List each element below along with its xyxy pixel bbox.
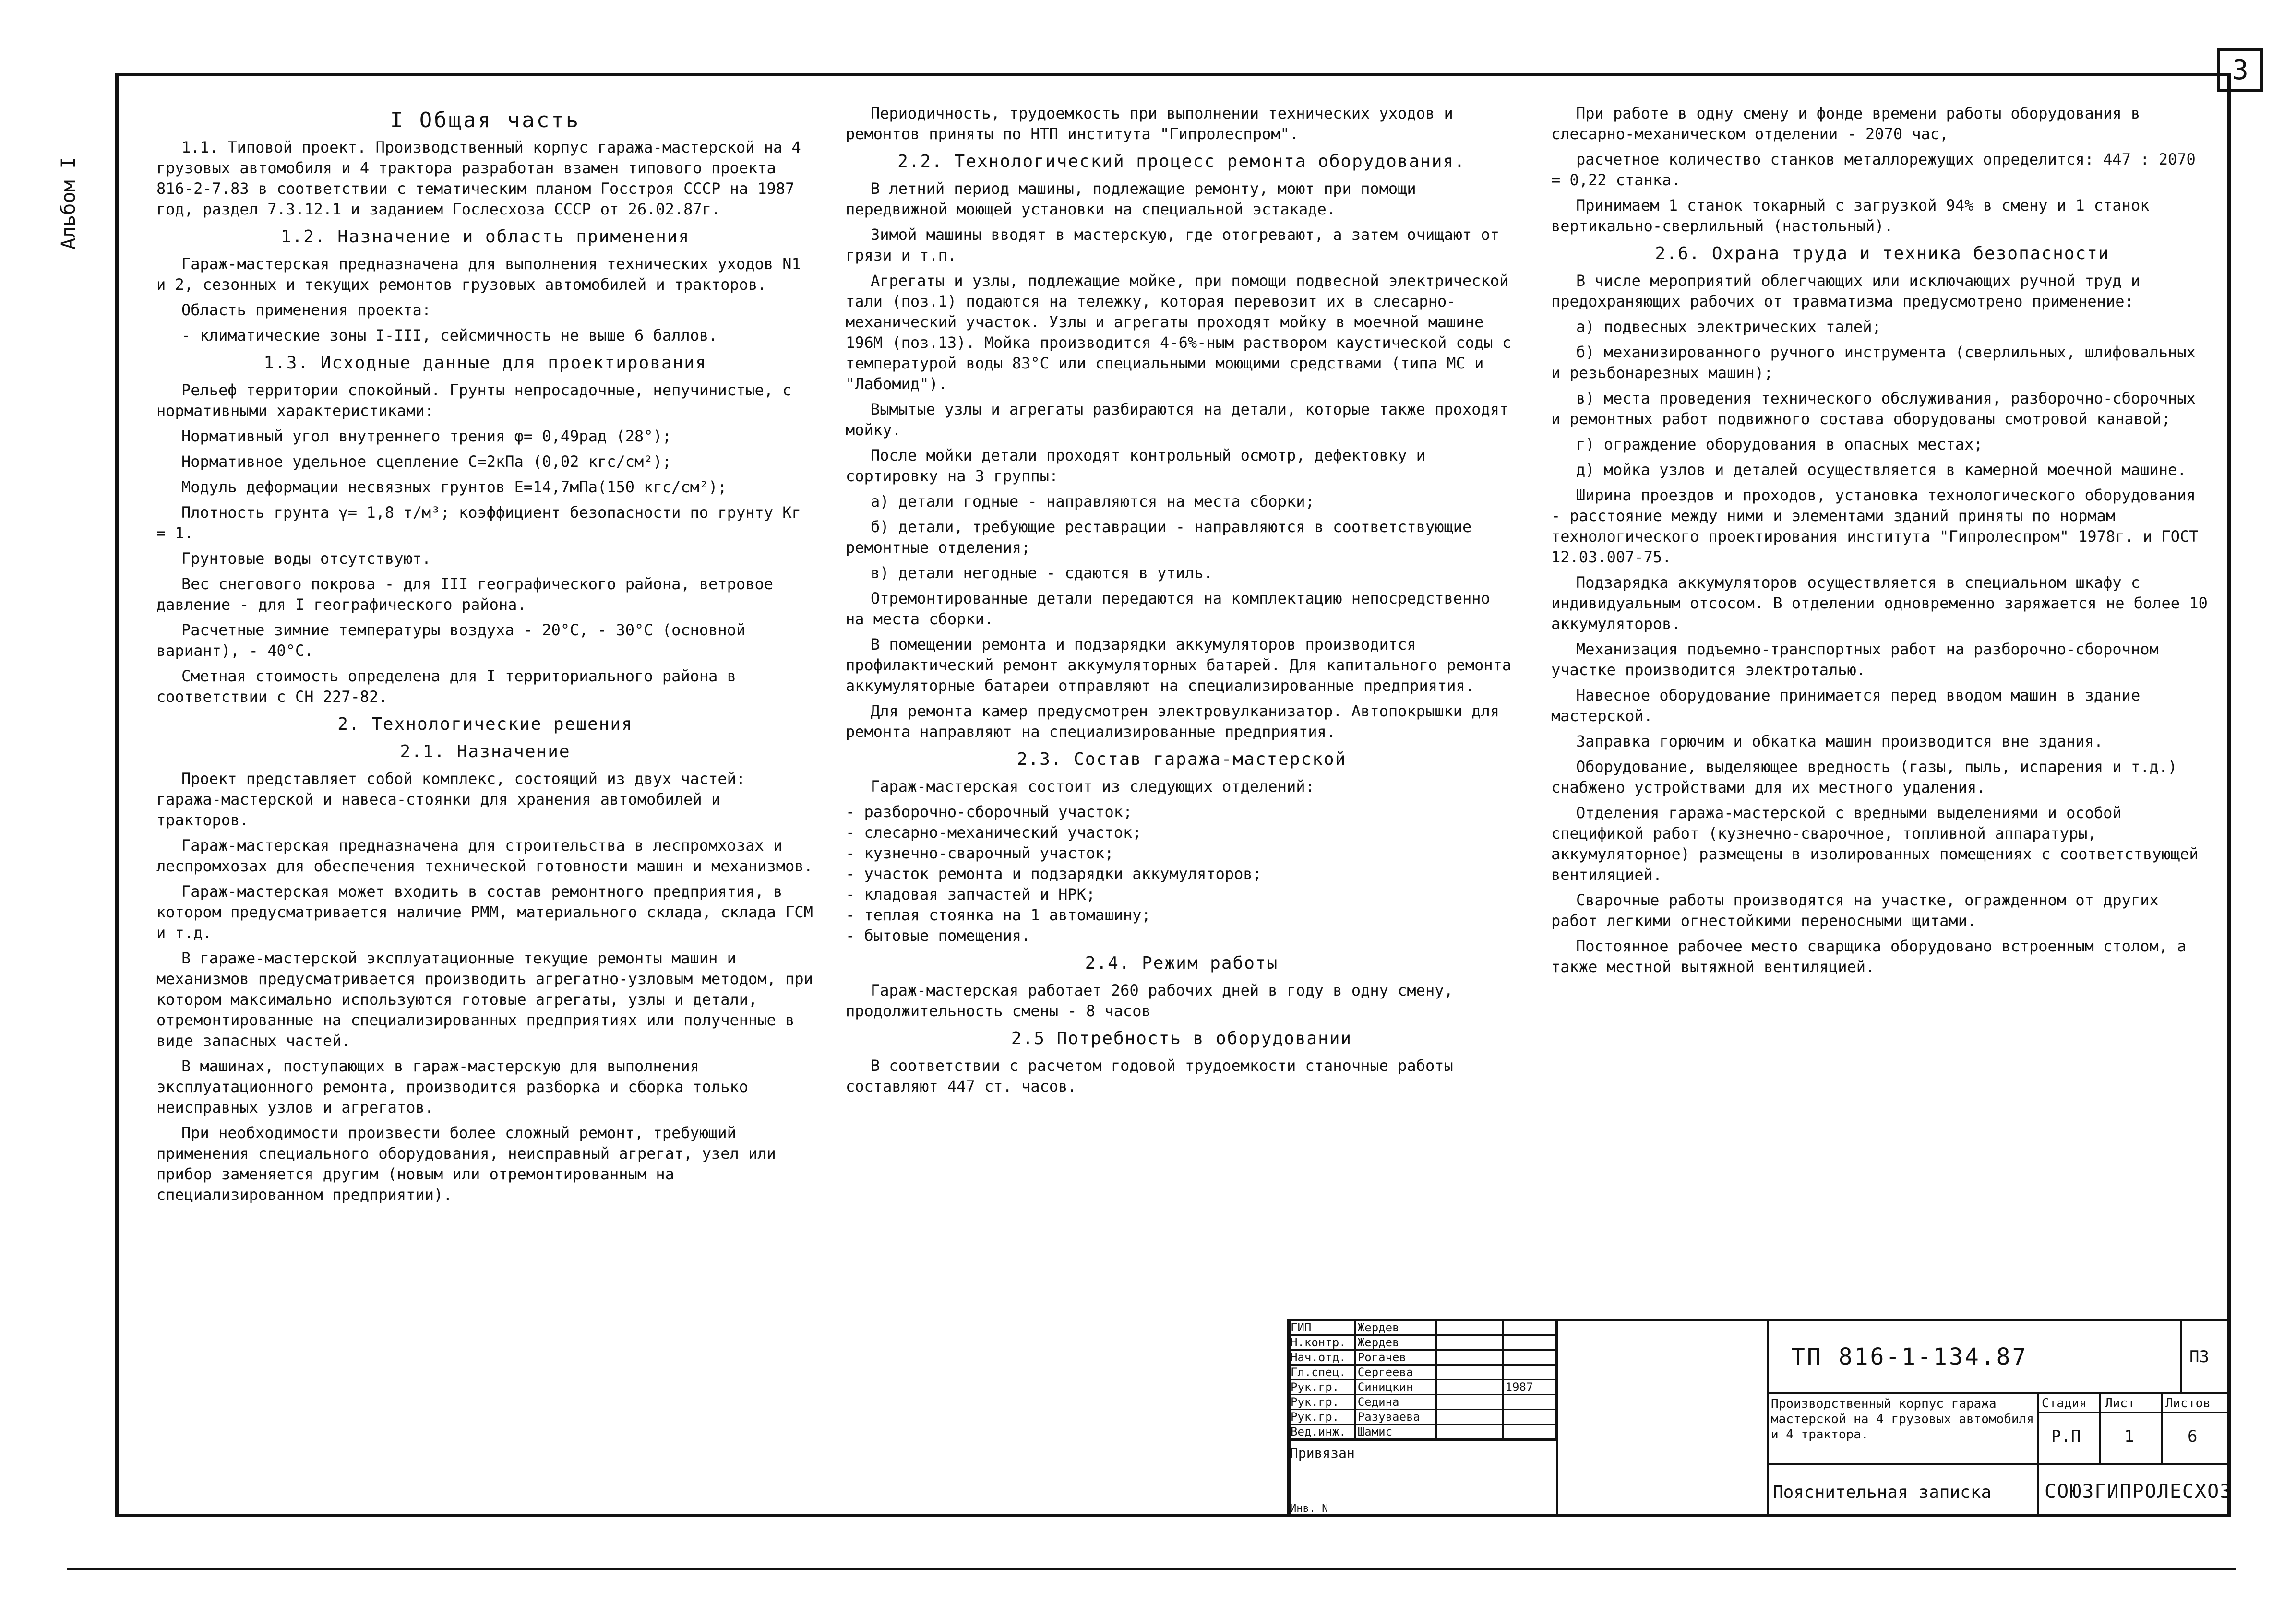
text-column-2 — [846, 103, 1518, 1102]
sheets-total-value: 6 — [2188, 1427, 2198, 1446]
sheet-label: Лист — [2105, 1396, 2135, 1411]
signer-role: Гл.спец. — [1288, 1365, 1355, 1380]
paragraph: Отремонтированные детали передаются на комплектацию непосредственно на места сборки. — [846, 589, 1490, 628]
paragraph: В соответствии с расчетом годовой трудоемкости станочные работы составляют 447 ст. часов. — [846, 1057, 1453, 1095]
paragraph: При работе в одну смену и фонде времени работы оборудования в слесарно-механическом отделении - 2070 час, — [1551, 104, 2141, 143]
paragraph: Постоянное рабочее место сварщика оборудовано встроенным столом, а также местной вытяжной вентиляцией. — [1551, 937, 2187, 976]
paragraph: Плотность грунта γ= 1,8 т/м³; коэффициент безопасности по грунту Кг = 1. — [156, 503, 801, 542]
list-item: - слесарно-механический участок; — [846, 823, 1142, 842]
date-cell — [1503, 1350, 1555, 1365]
paragraph: в) детали негодные - сдаются в утиль. — [871, 564, 1213, 582]
paragraph: Вымытые узлы и агрегаты разбираются на детали, которые также проходят мойку. — [846, 400, 1509, 439]
signers-table — [1287, 1319, 1556, 1440]
text-column-1 — [156, 103, 814, 1210]
signature-cell — [1436, 1350, 1503, 1365]
paragraph: В гараже-мастерской эксплуатационные текущие ремонты машин и механизмов предусматривается производить агрегатно-узловым методом, при котором максимально используются готовые агрегаты, узлы и детали, отремонтированные на специализированных предприятиях или полученные в виде запасных частей. — [156, 949, 813, 1050]
sheet-code: ПЗ — [2189, 1347, 2209, 1366]
paragraph: В машинах, поступающих в гараж-мастерскую для выполнения эксплуатационного ремонта, производится разборка и сборка только неисправных узлов и агрегатов. — [156, 1057, 748, 1116]
paragraph: Гараж-мастерская состоит из следующих отделений: — [871, 777, 1315, 796]
signer-name: Разуваева — [1355, 1410, 1436, 1425]
paragraph: Расчетные зимние температуры воздуха - 20°С, - 30°С (основной вариант), - 40°С. — [156, 621, 746, 660]
paragraph: Область применения проекта: — [181, 301, 431, 319]
title-block — [1287, 1319, 2231, 1517]
inventory-number-label: Инв. N — [1290, 1503, 1328, 1515]
section-heading: 2. Технологические решения — [337, 714, 633, 734]
list-item: - теплая стоянка на 1 автомашину; — [846, 906, 1151, 924]
document-code: ТП 816-1-134.87 — [1791, 1343, 2028, 1370]
signature-cell — [1436, 1410, 1503, 1425]
paragraph: д) мойка узлов и деталей осуществляется в камерной моечной машине. — [1576, 461, 2187, 479]
list-item: - разборочно-сборочный участок; — [846, 803, 1133, 821]
section-heading: 2.5 Потребность в оборудовании — [1011, 1029, 1352, 1048]
date-cell — [1503, 1425, 1555, 1439]
paragraph: в) места проведения технического обслуживания, разборочно-сборочных и ремонтных работ подвижного состава оборудованы смотровой канавой; — [1551, 389, 2196, 428]
project-description: Производственный корпус гаража мастерской на 4 грузовых автомобиля и 4 трактора. — [1771, 1397, 2034, 1442]
date-cell — [1503, 1410, 1555, 1425]
paragraph: В летний период машины, подлежащие ремонту, моют при помощи передвижной моющей установки на специальной эстакаде. — [846, 179, 1416, 218]
paragraph: б) механизированного ручного инструмента (сверлильных, шлифовальных и резьбонарезных машин); — [1551, 343, 2196, 382]
signer-row — [1288, 1425, 1555, 1439]
text-column-3 — [1551, 103, 2213, 982]
paragraph: Зимой машины вводят в мастерскую, где отогревают, а затем очищают от грязи и т.п. — [846, 226, 1500, 264]
section-heading: 2.3. Состав гаража-мастерской — [1016, 749, 1347, 769]
stage-label: Стадия — [2042, 1396, 2087, 1411]
organization-name: СОЮЗГИПРОЛЕСХОЗ — [2045, 1481, 2233, 1503]
paragraph: Вес снегового покрова - для III географического района, ветровое давление - для I географического района. — [156, 575, 773, 614]
signer-row — [1288, 1410, 1555, 1425]
signer-name: Шамис — [1355, 1425, 1436, 1439]
signer-role: Нач.отд. — [1288, 1350, 1355, 1365]
date-cell — [1503, 1365, 1555, 1380]
paragraph: В числе мероприятий облегчающих или исключающих ручной труд и предохраняющих рабочих от травматизма предусмотрено применение: — [1551, 272, 2141, 310]
date-cell — [1503, 1320, 1555, 1335]
signer-name: Синицкин — [1355, 1380, 1436, 1395]
list-item: - бытовые помещения. — [846, 926, 1031, 945]
paragraph: Гараж-мастерская предназначена для строительства в леспромхозах и леспромхозах для обеспечения технической готовности машин и механизмов. — [156, 836, 813, 875]
paragraph: Рельеф территории спокойный. Грунты непросадочные, непучинистые, с нормативными характеристиками: — [156, 381, 792, 420]
signer-name: Рогачев — [1355, 1350, 1436, 1365]
signer-role: Рук.гр. — [1288, 1380, 1355, 1395]
sheet-number: 3 — [2217, 48, 2263, 92]
paragraph: Навесное оборудование принимается перед вводом машин в здание мастерской. — [1551, 686, 2141, 725]
signature-cell — [1436, 1320, 1503, 1335]
paragraph: Гараж-мастерская предназначена для выполнения технических уходов N1 и 2, сезонных и текущих ремонтов грузовых автомобилей и тракторов. — [156, 255, 801, 294]
signer-name: Жердев — [1355, 1335, 1436, 1350]
signer-row — [1288, 1350, 1555, 1365]
signer-role: Рук.гр. — [1288, 1410, 1355, 1425]
section-heading: 2.6. Охрана труда и техника безопасности — [1655, 244, 2110, 263]
paragraph: расчетное количество станков металлорежущих определится: 447 : 2070 = 0,22 станка. — [1551, 150, 2196, 189]
signer-role: Н.контр. — [1288, 1335, 1355, 1350]
list-item: - участок ремонта и подзарядки аккумуляторов; — [846, 865, 1262, 883]
paragraph: Гараж-мастерская может входить в состав ремонтного предприятия, в котором предусматривается наличие РММ, материального склада, склада ГСМ и т.д. — [156, 882, 813, 942]
date-cell: 1987 — [1503, 1380, 1555, 1395]
paragraph: Сметная стоимость определена для I территориального района в соответствии с СН 227-82. — [156, 667, 736, 706]
signer-role: Вед.инж. — [1288, 1425, 1355, 1439]
signer-name: Сергеева — [1355, 1365, 1436, 1380]
section-heading: 1.2. Назначение и область применения — [280, 227, 690, 247]
date-cell — [1503, 1395, 1555, 1410]
paragraph: После мойки детали проходят контрольный осмотр, дефектовку и сортировку на 3 группы: — [846, 446, 1425, 485]
paragraph: Механизация подъемно-транспортных работ на разборочно-сборочном участке производится электроталью. — [1551, 640, 2159, 679]
section-heading: 1.3. Исходные данные для проектирования — [263, 353, 707, 373]
signer-role: Рук.гр. — [1288, 1395, 1355, 1410]
signer-role: ГИП — [1288, 1320, 1355, 1335]
paragraph: б) детали, требующие реставрации - направляются в соответствующие ремонтные отделения; — [846, 518, 1472, 557]
paragraph: Грунтовые воды отсутствуют. — [181, 549, 431, 568]
bottom-trim-line — [67, 1568, 2236, 1570]
paragraph: а) детали годные - направляются на места сборки; — [871, 492, 1315, 511]
signature-cell — [1436, 1365, 1503, 1380]
album-label: Альбом I — [58, 157, 80, 249]
paragraph: г) ограждение оборудования в опасных местах; — [1576, 435, 1983, 453]
paragraph: Нормативное удельное сцепление С=2кПа (0,02 кгс/см²); — [181, 452, 672, 471]
signature-cell — [1436, 1335, 1503, 1350]
signer-row — [1288, 1335, 1555, 1350]
section-heading: I Общая часть — [390, 108, 581, 132]
signer-row — [1288, 1365, 1555, 1380]
paragraph: Проект представляет собой комплекс, состоящий из двух частей: гаража-мастерской и навеса-стоянки для хранения автомобилей и тракторов. — [156, 770, 746, 829]
paragraph: Сварочные работы производятся на участке, огражденном от других работ легкими огнестойкими переносными щитами. — [1551, 891, 2159, 930]
paragraph: При необходимости произвести более сложный ремонт, требующий применения специального оборудования, неисправный агрегат, узел или прибор заменяется другим (новым или отремонтированным на специализированном предприятии). — [156, 1124, 776, 1204]
signature-cell — [1436, 1380, 1503, 1395]
paragraph: В помещении ремонта и подзарядки аккумуляторов производится профилактический ремонт аккумуляторных батарей. Для капитального ремонта аккумуляторные батареи отправляют на специализированные предприятия. — [846, 635, 1512, 695]
paragraph: Нормативный угол внутреннего трения φ= 0,49рад (28°); — [181, 427, 672, 445]
paragraph: 1.1. Типовой проект. Производственный корпус гаража-мастерской на 4 грузовых автомобиля и 4 трактора разработан взамен типового проекта 816-2-7.83 в соответствии с тематическим планом Госстроя СССР на 1987 год, раздел 7.3.12.1 и заданием Гослесхоза СССР от 26.02.87г. — [156, 138, 801, 218]
list-item: - кузнечно-сварочный участок; — [846, 844, 1114, 862]
stage-value: Р.П — [2051, 1427, 2081, 1446]
privyazan-label: Привязан — [1290, 1445, 1355, 1461]
signer-name: Седина — [1355, 1395, 1436, 1410]
paragraph: Гараж-мастерская работает 260 рабочих дней в году в одну смену, продолжительность смены - 8 часов — [846, 981, 1453, 1020]
paragraph: - климатические зоны I-III, сейсмичность не выше 6 баллов. — [181, 326, 718, 344]
paragraph: Оборудование, выделяющее вредность (газы, пыль, испарения и т.д.) снабжено устройствами для их местного удаления. — [1551, 758, 2177, 796]
paragraph: Для ремонта камер предусмотрен электровулканизатор. Автопокрышки для ремонта направляют на специализированные предприятия. — [846, 702, 1500, 741]
signature-cell — [1436, 1395, 1503, 1410]
paragraph: Подзарядка аккумуляторов осуществляется в специальном шкафу с индивидуальным отсосом. В отделении одновременно заряжается не более 10 аккумуляторов. — [1551, 573, 2208, 633]
date-cell — [1503, 1335, 1555, 1350]
paragraph: Ширина проездов и проходов, установка технологического оборудования - расстояние между ними и элементами зданий приняты по нормам технологического проектирования института "Гипролеспром" 1978г. и ГОСТ 12.03.007-75. — [1551, 486, 2199, 566]
sheet-value: 1 — [2124, 1427, 2134, 1446]
list-item: - кладовая запчастей и НРК; — [846, 885, 1096, 903]
section-heading: 2.1. Назначение — [400, 742, 571, 761]
paragraph: Периодичность, трудоемкость при выполнении технических уходов и ремонтов приняты по НТП института "Гипролеспром". — [846, 104, 1453, 143]
paragraph: Заправка горючим и обкатка машин производится вне здания. — [1576, 732, 2104, 750]
sheets-total-label: Листов — [2165, 1396, 2211, 1411]
signer-row — [1288, 1320, 1555, 1335]
paragraph: Принимаем 1 станок токарный с загрузкой 94% в смену и 1 станок вертикально-сверлильный (настольный). — [1551, 196, 2150, 235]
section-heading: 2.4. Режим работы — [1085, 953, 1279, 973]
paragraph: Модуль деформации несвязных грунтов Е=14,7мПа(150 кгс/см²); — [181, 478, 727, 496]
document-title: Пояснительная записка — [1773, 1483, 1992, 1502]
section-heading: 2.2. Технологический процесс ремонта оборудования. — [897, 152, 1466, 171]
signer-row — [1288, 1395, 1555, 1410]
paragraph: Отделения гаража-мастерской с вредными выделениями и особой спецификой работ (кузнечно-сварочное, топливной аппаратуры, аккумуляторное) размещены в изолированных помещениях с соответствующей вентиляцией. — [1551, 804, 2199, 884]
signer-name: Жердев — [1355, 1320, 1436, 1335]
signature-cell — [1436, 1425, 1503, 1439]
signer-row — [1288, 1380, 1555, 1395]
paragraph: а) подвесных электрических талей; — [1576, 318, 1881, 336]
paragraph: Агрегаты и узлы, подлежащие мойке, при помощи подвесной электрической тали (поз.1) подаются на тележку, которая перевозит их в слесарно-механический участок. Узлы и агрегаты проходят мойку в моечной машине 196М (поз.13). Мойка производится 4-6%-ным раствором каустической соды с температурой воды 83°С или специальными моющими средствами (типа МС и "Лабомид"). — [846, 272, 1512, 393]
